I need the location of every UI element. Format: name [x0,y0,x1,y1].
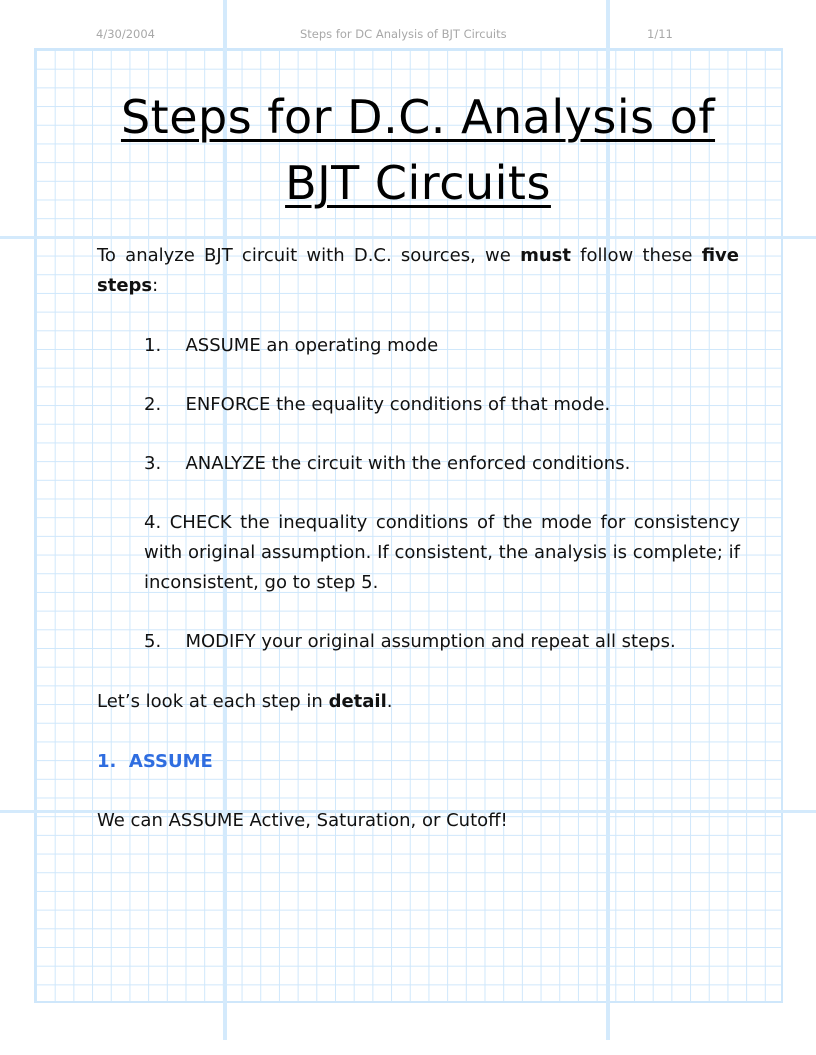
detail-paragraph [97,687,739,717]
detail-text: Let’s look at each step in [97,691,329,712]
detail-emphasis: detail [328,691,387,712]
intro-text: : [152,275,159,296]
page-title-line-1: Steps for D.C. Analysis of [120,90,716,144]
step-item-2 [144,390,740,420]
section-title: ASSUME [128,751,213,772]
header-page-number: 1/11 [647,27,673,41]
step-keyword: ENFORCE [185,394,271,415]
step-item-1 [144,331,740,361]
step-number: 1. [144,335,162,356]
step-item-3 [144,449,740,479]
step-keyword: ANALYZE [185,453,266,474]
page-title [60,84,776,216]
section-heading-assume [97,747,739,777]
step-keyword: MODIFY [185,631,256,652]
step-text: the circuit with the enforced conditions. [265,453,631,474]
header-date: 4/30/2004 [96,27,155,41]
step-item-5 [144,627,740,657]
step-number: 2. [144,394,162,415]
step-text: the inequality conditions of the mode for consistency with original assumption. If consistent, the analysis is complete; if inconsistent, go to step 5. [144,512,740,593]
step-text: an operating mode [260,335,439,356]
step-text: your original assumption and repeat all steps. [255,631,676,652]
intro-text: To analyze BJT circuit with D.C. sources, we [97,245,521,266]
detail-text: . [386,691,393,712]
intro-text: follow these [570,245,702,266]
intro-emphasis-must: must [520,245,571,266]
step-keyword: CHECK [169,512,232,533]
step-keyword: ASSUME [185,335,261,356]
step-number: 5. [144,631,162,652]
header-doc-title: Steps for DC Analysis of BJT Circuits [300,27,507,41]
page-title-line-2: BJT Circuits [285,156,551,210]
step-number: 3. [144,453,162,474]
assume-paragraph: We can ASSUME Active, Saturation, or Cutoff! [97,810,508,831]
step-text: the equality conditions of that mode. [270,394,611,415]
step-item-4 [144,508,740,598]
step-number: 4. [144,512,162,533]
section-number: 1. [97,751,117,772]
guide-line-horizontal [0,236,816,239]
running-header [0,27,816,43]
intro-emphasis-five-steps: five steps [97,245,740,296]
intro-paragraph [97,241,739,301]
